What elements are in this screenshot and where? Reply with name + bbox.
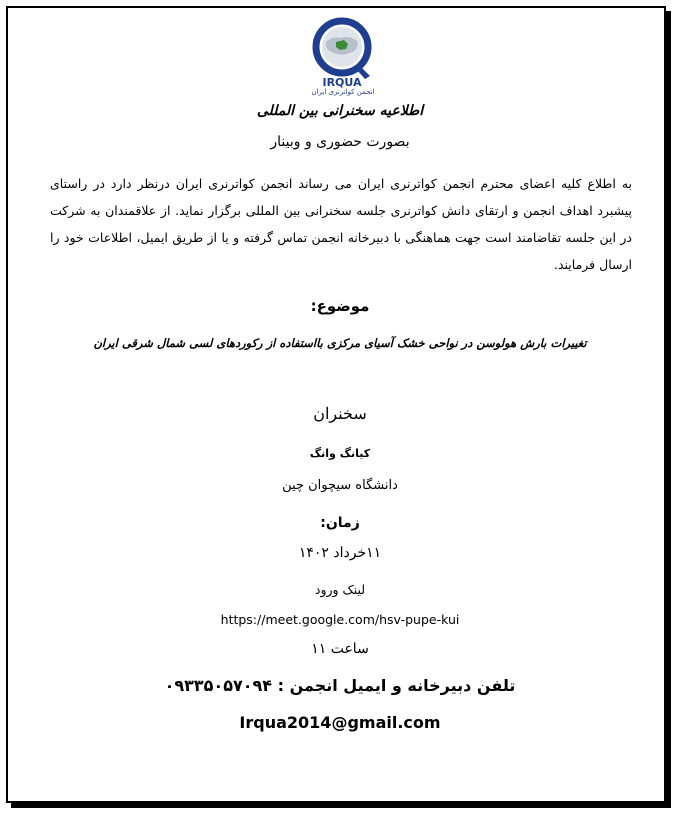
speakers-label: سخنران: [313, 404, 367, 423]
event-date: ۱۱خرداد ۱۴۰۲: [298, 545, 382, 561]
link-label: لینک ورود: [314, 582, 366, 597]
topic-label: موضوع:: [310, 297, 370, 315]
time-label: زمان:: [320, 515, 360, 531]
logo-text: IRQUA: [322, 76, 362, 88]
speaker-name: کیانگ وانگ: [309, 447, 371, 460]
topic-text: تغییرات بارش هولوسن در نواحی خشک آسیای مرکزی بااستفاده از رکوردهای لسی شمال شرقی ایران: [93, 336, 587, 350]
logo-caption: انجمن کواترنری ایران: [311, 88, 375, 96]
meeting-link[interactable]: https://meet.google.com/hsv-pupe-kui: [220, 612, 460, 627]
contact-phone: تلفن دبیرخانه و ایمیل انجمن : ۰۹۳۳۵۰۵۷۰۹۴: [164, 676, 516, 695]
event-hour: ساعت ۱۱: [311, 641, 369, 657]
contact-email[interactable]: Irqua2014@gmail.com: [239, 713, 441, 732]
speaker-university: دانشگاه سیچوان چین: [282, 478, 398, 493]
page-title: اطلاعیه سخنرانی بین المللی: [256, 103, 424, 119]
announcement-paragraph: به اطلاع کلیه اعضای محترم انجمن کواترنری ایران می رساند انجمن کواترنری ایران درنظر دارد در راستای پیشبرد اهداف انجمن و ارتقای دانش کواترنری جلسه سخنرانی بین المللی برگزار نماید. از علاقمندان به شرکت در این جلسه تقاضامند است جهت هماهنگی با دبیرخانه انجمن تماس گرفته و یا از طریق ایمیل، اطلاعات خود را ارسال فرمایند.: [50, 176, 632, 272]
irqua-logo: [310, 16, 376, 102]
irqua-logo-emblem: [310, 16, 376, 88]
page-subtitle: بصورت حضوری و وبینار: [270, 134, 410, 150]
